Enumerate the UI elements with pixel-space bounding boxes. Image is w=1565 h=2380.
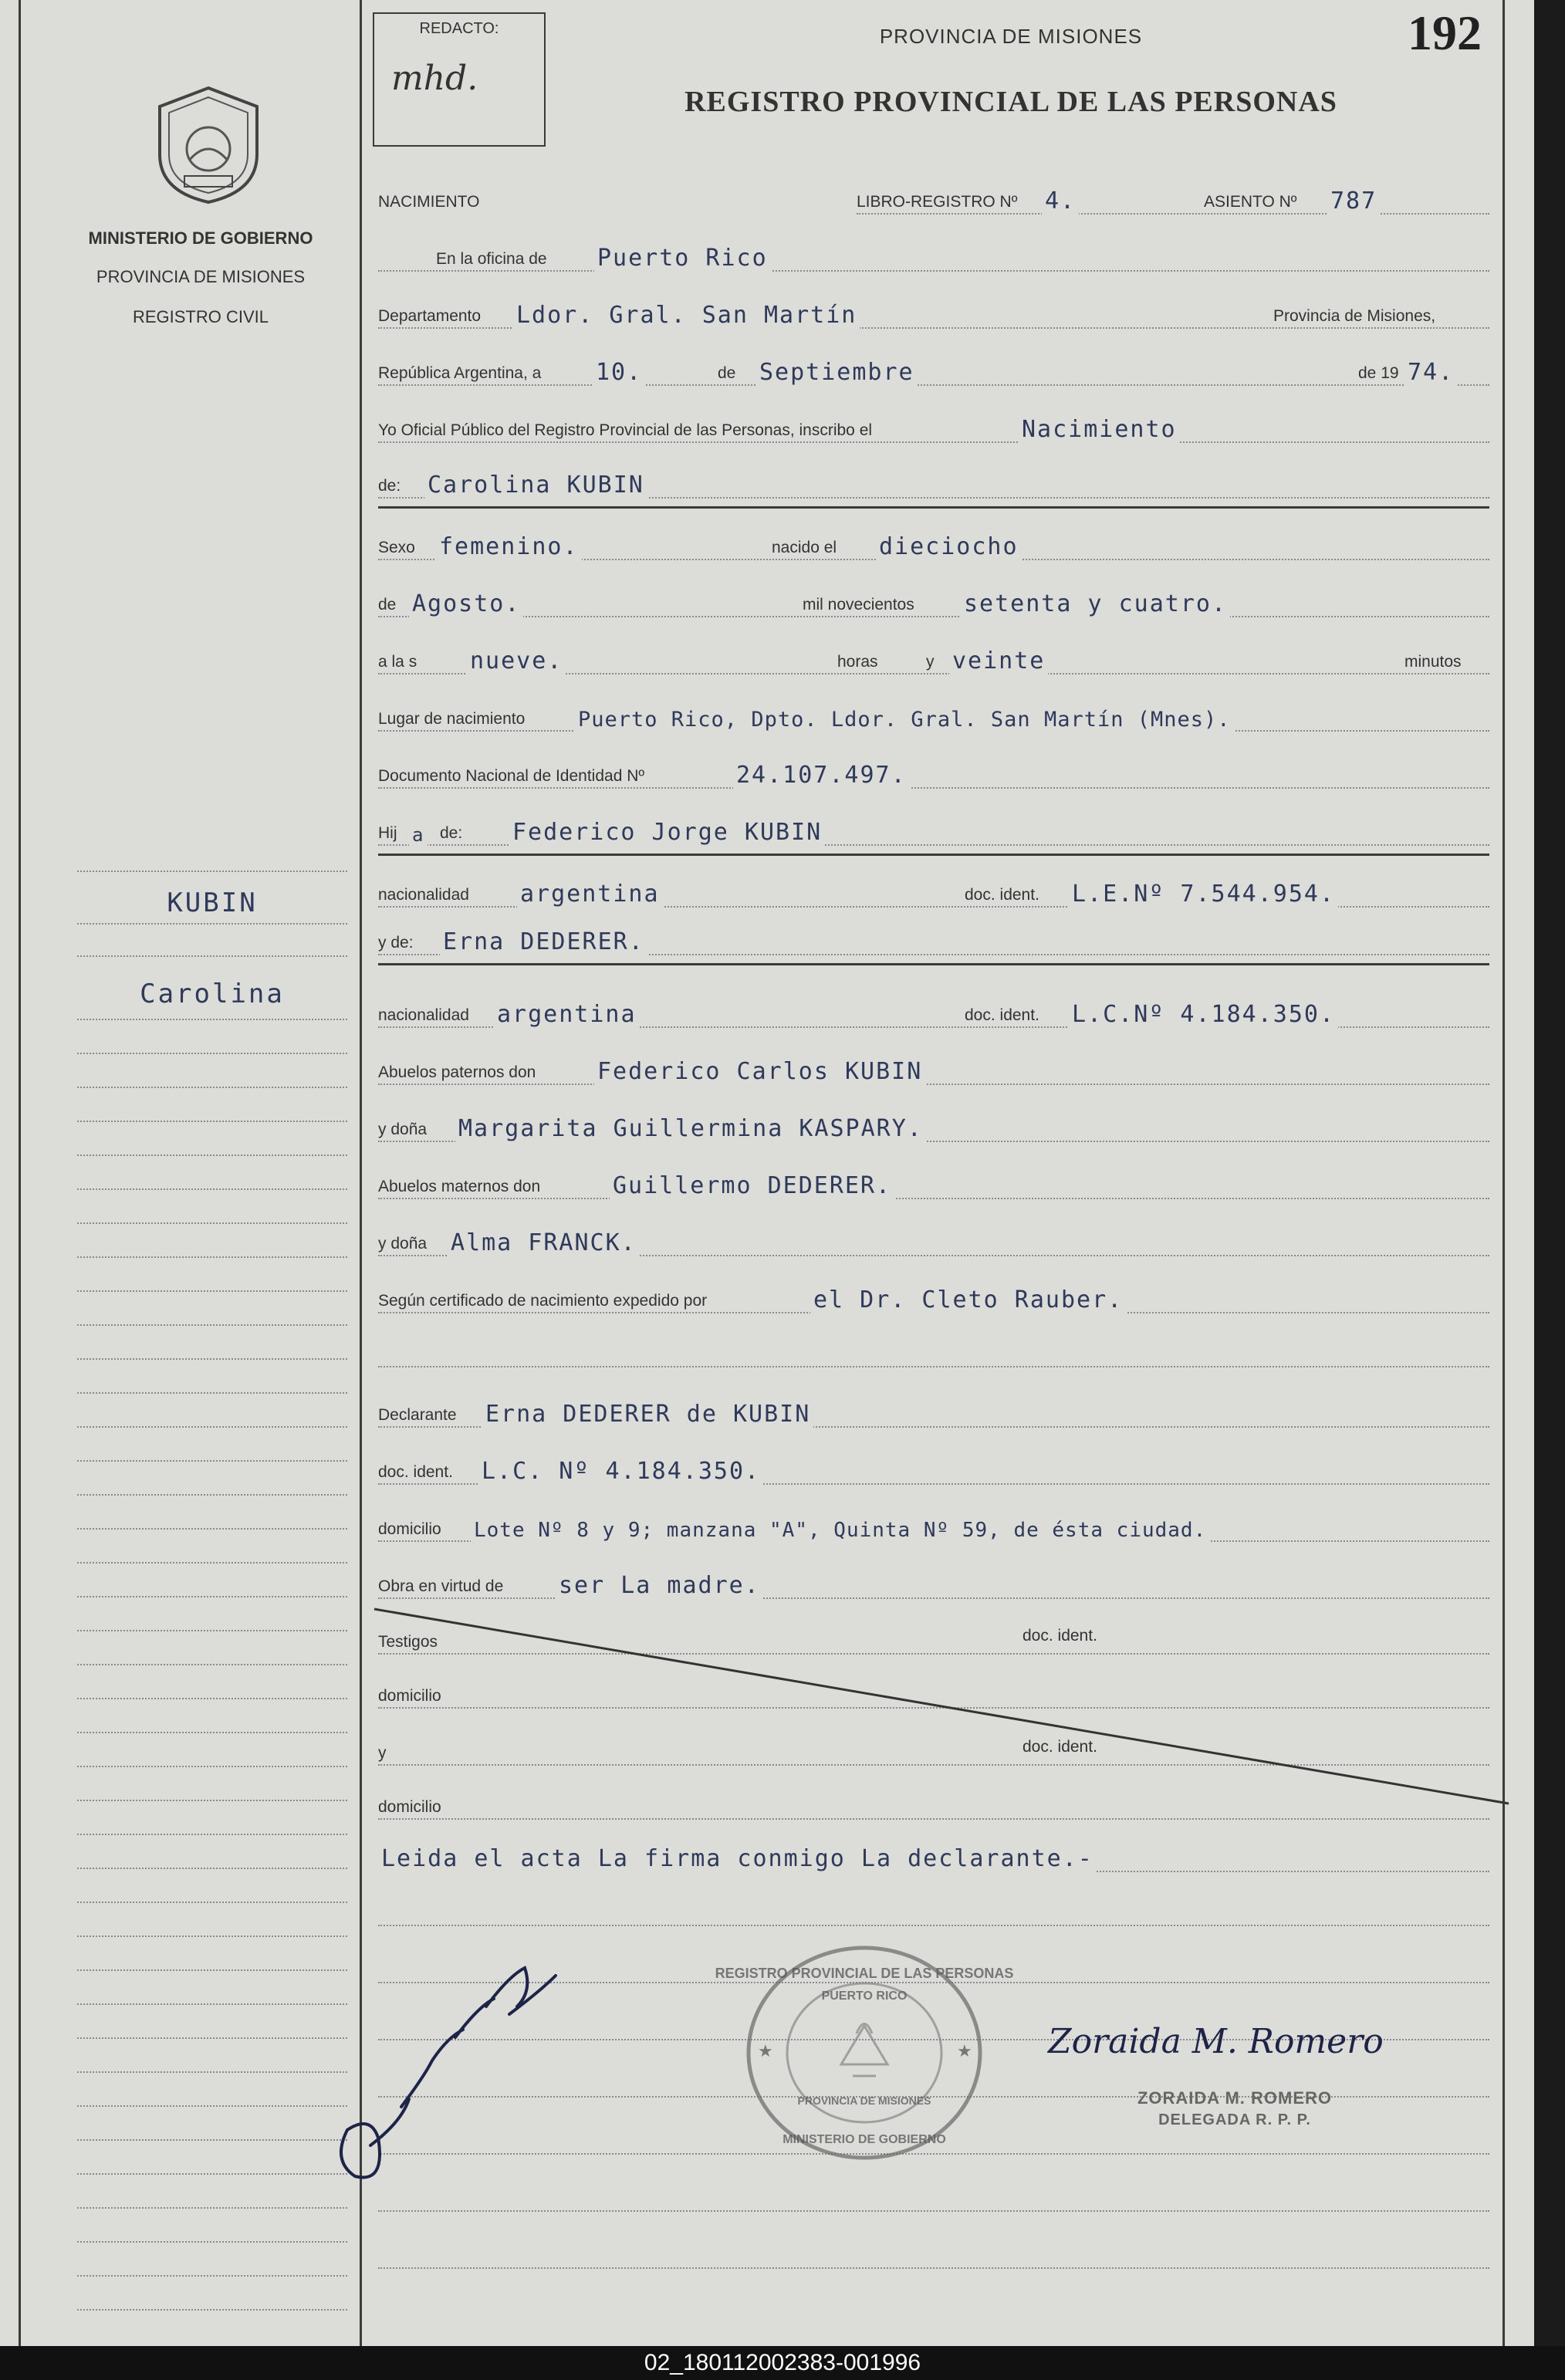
y-label: y bbox=[378, 1744, 390, 1763]
declarant-doc: L.C. Nº 4.184.350. bbox=[478, 1458, 763, 1485]
stamp-inner: PROVINCIA DE MISIONES bbox=[797, 2094, 931, 2107]
date-month: Septiembre bbox=[756, 359, 918, 386]
redacto-box bbox=[373, 12, 546, 147]
closing-row bbox=[378, 1834, 1489, 1880]
declarant-doc-row bbox=[378, 1446, 1489, 1493]
mother-nationality-row bbox=[378, 989, 1489, 1036]
mother-doc: L.C.Nº 4.184.350. bbox=[1069, 1001, 1338, 1028]
minute-value: veinte bbox=[949, 647, 1048, 674]
department-row bbox=[378, 290, 1489, 336]
official-signature-block bbox=[1034, 2022, 1435, 2145]
acts-in-virtue-row bbox=[378, 1560, 1489, 1607]
child-name: Carolina KUBIN bbox=[424, 472, 647, 499]
stub-line bbox=[77, 871, 347, 872]
office-label: En la oficina de bbox=[436, 250, 550, 269]
maternal-grandmother: Alma FRANCK. bbox=[448, 1229, 640, 1256]
stub-line bbox=[77, 1087, 347, 1088]
stub-line bbox=[77, 1562, 347, 1564]
doc-label: doc. ident. bbox=[965, 1006, 1043, 1025]
stamp-bottom: MINISTERIO DE GOBIERNO bbox=[782, 2133, 946, 2146]
maternal-label: Abuelos maternos don bbox=[378, 1178, 543, 1196]
declarant-row bbox=[378, 1389, 1489, 1435]
dotted-fill bbox=[378, 270, 1489, 272]
stub-line bbox=[77, 1766, 347, 1767]
stub-line bbox=[77, 955, 347, 957]
father-row bbox=[378, 809, 1489, 856]
y-label: y bbox=[926, 653, 938, 671]
dotted-fill bbox=[378, 1198, 1489, 1199]
stamp-city: PUERTO RICO bbox=[821, 1990, 908, 2003]
stub-line bbox=[77, 2275, 347, 2277]
entry-value: 787 bbox=[1327, 188, 1380, 215]
stub-given-name: Carolina bbox=[140, 979, 285, 1009]
stub-line bbox=[77, 2207, 347, 2209]
province-heading: PROVINCIA DE MISIONES bbox=[879, 25, 1143, 48]
and-label: y de: bbox=[378, 934, 417, 952]
stub-line bbox=[77, 1290, 347, 1292]
date-row bbox=[378, 347, 1489, 394]
province-seal-icon bbox=[150, 83, 266, 207]
de-label: de: bbox=[378, 477, 404, 495]
stub-line bbox=[77, 1155, 347, 1156]
stub-line bbox=[77, 1596, 347, 1597]
sex-row bbox=[378, 522, 1489, 568]
hours-label: horas bbox=[837, 653, 881, 671]
paternal-label: Abuelos paternos don bbox=[378, 1063, 539, 1082]
province-suffix: Provincia de Misiones, bbox=[1273, 307, 1438, 326]
declarant-label: Declarante bbox=[378, 1406, 460, 1425]
maternal-grandfather: Guillermo DEDERER. bbox=[610, 1172, 894, 1199]
stub-line bbox=[77, 1324, 347, 1326]
stub-line bbox=[77, 2309, 347, 2311]
paternal-grandfather-row bbox=[378, 1046, 1489, 1093]
dotted-fill bbox=[857, 213, 1489, 215]
born-month: Agosto. bbox=[409, 590, 523, 617]
blank-row bbox=[378, 1888, 1489, 1934]
date-year: 74. bbox=[1404, 359, 1457, 386]
child-of-label: Hij bbox=[378, 824, 401, 843]
office-value: Puerto Rico bbox=[594, 245, 771, 272]
mother-row bbox=[378, 918, 1489, 965]
year-label: de 19 bbox=[1358, 364, 1402, 383]
stub-line bbox=[77, 1902, 347, 1903]
witness-strike-line bbox=[374, 1609, 1509, 1810]
stub-line bbox=[77, 1868, 347, 1869]
dni-value: 24.107.497. bbox=[733, 762, 910, 789]
dni-label: Documento Nacional de Identidad Nº bbox=[378, 767, 647, 786]
stub-line bbox=[77, 1698, 347, 1699]
dotted-fill bbox=[378, 787, 1489, 789]
dotted-fill bbox=[378, 1366, 1489, 1367]
birth-time-row bbox=[378, 636, 1489, 682]
mother-nationality: argentina bbox=[494, 1001, 640, 1028]
address-row bbox=[378, 1503, 1489, 1550]
certificate-value: el Dr. Cleto Rauber. bbox=[810, 1286, 1126, 1313]
stub-line bbox=[77, 1834, 347, 1835]
stub-surname: KUBIN bbox=[167, 887, 258, 918]
dotted-fill bbox=[378, 1084, 1489, 1085]
doc-label: doc. ident. bbox=[1022, 1738, 1100, 1756]
stub-line bbox=[77, 2139, 347, 2141]
declarant-signature bbox=[316, 1945, 571, 2199]
address-label: domicilio bbox=[378, 1520, 444, 1539]
stub-line bbox=[77, 1494, 347, 1496]
address-value: Lote Nº 8 y 9; manzana "A", Quinta Nº 59, de ésta ciudad. bbox=[471, 1519, 1209, 1542]
paternal-grandfather: Federico Carlos KUBIN bbox=[594, 1058, 925, 1085]
father-nationality-row bbox=[378, 869, 1489, 915]
closing-text: Leida el acta La firma conmigo La declarante.- bbox=[378, 1845, 1097, 1872]
sex-value: femenino. bbox=[436, 533, 582, 560]
born-day: dieciocho bbox=[876, 533, 1022, 560]
stub-line bbox=[77, 1969, 347, 1971]
official-title: DELEGADA R. P. P. bbox=[1158, 2111, 1311, 2128]
father-doc: L.E.Nº 7.544.954. bbox=[1069, 881, 1338, 908]
entry-label: ASIENTO Nº bbox=[1204, 193, 1300, 211]
svg-text:★: ★ bbox=[957, 2042, 972, 2061]
stub-line bbox=[77, 1188, 347, 1190]
father-nationality: argentina bbox=[517, 881, 663, 908]
dotted-fill bbox=[378, 1818, 1489, 1820]
mother-name: Erna DEDERER. bbox=[440, 928, 647, 955]
doc-label: doc. ident. bbox=[965, 886, 1043, 904]
stub-line bbox=[77, 1800, 347, 1801]
certificate-row bbox=[378, 1275, 1489, 1321]
stub-line bbox=[77, 1460, 347, 1462]
ministry-line-1: MINISTERIO DE GOBIERNO bbox=[88, 228, 313, 248]
place-row bbox=[378, 693, 1489, 739]
ministry-line-3: REGISTRO CIVIL bbox=[132, 307, 269, 326]
minutes-label: minutos bbox=[1404, 653, 1465, 671]
stub-line bbox=[77, 1358, 347, 1360]
book-label: LIBRO-REGISTRO Nº bbox=[857, 193, 1020, 211]
father-name: Federico Jorge KUBIN bbox=[509, 819, 825, 846]
dotted-fill bbox=[378, 384, 1489, 386]
stub-line bbox=[77, 923, 347, 925]
date-de-label: de bbox=[718, 364, 739, 383]
dona-label: y doña bbox=[378, 1235, 430, 1253]
dotted-fill bbox=[378, 2267, 1489, 2269]
blank-row bbox=[378, 2230, 1489, 2277]
stub-line bbox=[77, 1528, 347, 1530]
child-of-de-label: de: bbox=[440, 824, 465, 843]
stub-line bbox=[77, 1256, 347, 1258]
department-label: Departamento bbox=[378, 307, 484, 326]
folio-number: 192 bbox=[1408, 5, 1482, 60]
month-de-label: de bbox=[378, 596, 399, 614]
hour-value: nueve. bbox=[467, 647, 566, 674]
record-type-label: NACIMIENTO bbox=[378, 193, 482, 211]
sex-label: Sexo bbox=[378, 539, 418, 557]
stub-line bbox=[77, 1732, 347, 1733]
doc-label: doc. ident. bbox=[378, 1463, 456, 1482]
doc-label: doc. ident. bbox=[1022, 1627, 1100, 1645]
republic-label: República Argentina, a bbox=[378, 364, 544, 383]
acts-value: ser La madre. bbox=[556, 1572, 763, 1599]
acts-label: Obra en virtud de bbox=[378, 1577, 506, 1596]
left-margin-line bbox=[19, 0, 21, 2346]
maternal-grandfather-row bbox=[378, 1161, 1489, 1207]
redacto-label: REDACTO: bbox=[419, 20, 499, 37]
dotted-fill bbox=[378, 1597, 1489, 1599]
official-signature: Zoraida M. Romero bbox=[1048, 2022, 1384, 2061]
image-code-footer: 02_180112002383-001996 bbox=[0, 2346, 1565, 2380]
book-value: 4. bbox=[1042, 188, 1079, 215]
stub-line bbox=[77, 1392, 347, 1394]
stub-line bbox=[77, 1121, 347, 1122]
officer-row bbox=[378, 404, 1489, 451]
date-day: 10. bbox=[593, 359, 645, 386]
stub-line bbox=[77, 1222, 347, 1224]
birth-month-row bbox=[378, 579, 1489, 625]
department-value: Ldor. Gral. San Martín bbox=[513, 302, 860, 329]
stub-line bbox=[77, 1664, 347, 1665]
child-name-row bbox=[378, 461, 1489, 509]
certificate-label: Según certificado de nacimiento expedido por bbox=[378, 1292, 710, 1310]
stub-line bbox=[77, 1019, 347, 1020]
stub-line bbox=[77, 2071, 347, 2073]
blank-row bbox=[378, 1329, 1489, 1375]
stub-line bbox=[77, 2003, 347, 2005]
redacto-initials: mhd. bbox=[391, 59, 478, 98]
ministry-line-2: PROVINCIA DE MISIONES bbox=[96, 267, 306, 286]
paternal-grandmother-row bbox=[378, 1104, 1489, 1150]
born-label: nacido el bbox=[772, 539, 840, 557]
address-label: domicilio bbox=[378, 1798, 444, 1817]
stub-line bbox=[77, 2173, 347, 2175]
witnesses-label: Testigos bbox=[378, 1633, 441, 1651]
officer-label: Yo Oficial Público del Registro Provincial de las Personas, inscribo el bbox=[378, 421, 875, 440]
registry-heading: REGISTRO PROVINCIAL DE LAS PERSONAS bbox=[684, 86, 1337, 118]
svg-text:★: ★ bbox=[758, 2042, 773, 2061]
stub-line bbox=[77, 2241, 347, 2243]
address-label: domicilio bbox=[378, 1687, 444, 1706]
record-header-row bbox=[378, 176, 1489, 222]
dona-label: y doña bbox=[378, 1121, 430, 1139]
year-prefix-label: mil novecientos bbox=[803, 596, 918, 614]
born-year: setenta y cuatro. bbox=[961, 590, 1230, 617]
nationality-label: nacionalidad bbox=[378, 886, 472, 904]
stub-line bbox=[77, 1935, 347, 1937]
officer-value: Nacimiento bbox=[1019, 416, 1180, 443]
stamp-text: REGISTRO PROVINCIAL DE LAS PERSONAS bbox=[715, 1966, 1014, 1981]
stub-line bbox=[77, 2105, 347, 2107]
dni-row bbox=[378, 750, 1489, 796]
dotted-fill bbox=[378, 1925, 1489, 1926]
paternal-grandmother: Margarita Guillermina KASPARY. bbox=[455, 1115, 926, 1142]
right-border-line bbox=[1502, 0, 1505, 2346]
child-of-suffix: a bbox=[409, 824, 428, 846]
nationality-label: nacionalidad bbox=[378, 1006, 472, 1025]
dotted-fill bbox=[378, 441, 1489, 443]
registry-stamp bbox=[715, 1941, 1014, 2165]
office-row bbox=[378, 233, 1489, 279]
dotted-fill bbox=[378, 616, 1489, 617]
official-name: ZORAIDA M. ROMERO bbox=[1137, 2088, 1333, 2108]
at-label: a la s bbox=[378, 653, 420, 671]
place-value: Puerto Rico, Dpto. Ldor. Gral. San Martín (Mnes). bbox=[575, 708, 1234, 732]
stub-line bbox=[77, 1630, 347, 1631]
maternal-grandmother-row bbox=[378, 1218, 1489, 1264]
dotted-fill bbox=[378, 2210, 1489, 2212]
place-label: Lugar de nacimiento bbox=[378, 710, 528, 729]
stub-line bbox=[77, 1426, 347, 1428]
stub-line bbox=[77, 1053, 347, 1054]
declarant-value: Erna DEDERER de KUBIN bbox=[482, 1401, 813, 1428]
stub-line bbox=[77, 2037, 347, 2039]
